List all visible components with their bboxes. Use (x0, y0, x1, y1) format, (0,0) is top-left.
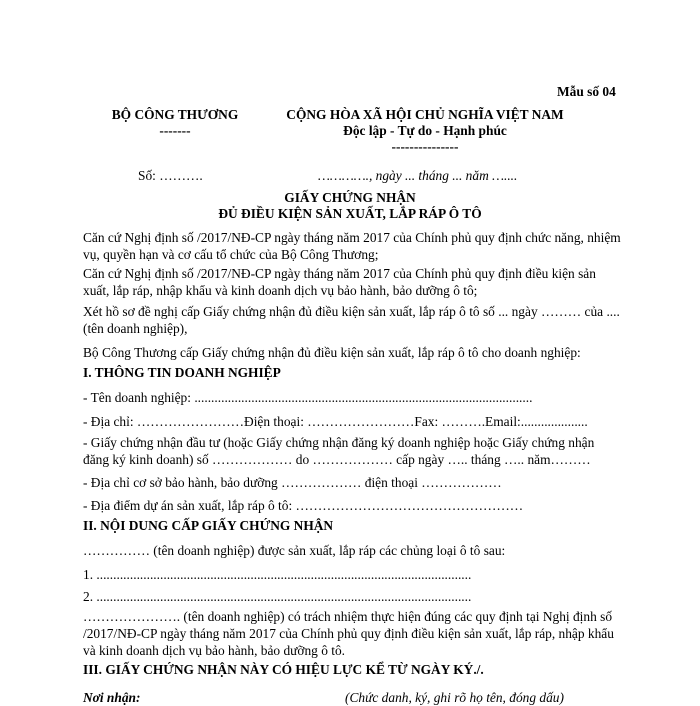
project-location-line: - Địa điểm dự án sản xuất, lắp ráp ô tô: …………………………………………… (83, 498, 524, 513)
document-date: …………., ngày ... tháng ... năm ….... (318, 168, 518, 183)
republic-rule: --------------- (391, 139, 459, 154)
preamble-paragraph: Bộ Công Thương cấp Giấy chứng nhận đủ điều kiện sản xuất, lắp ráp ô tô cho doanh nghiệp: (83, 345, 581, 360)
vehicle-item: 2. ................................................................................................................ (83, 589, 472, 604)
form-number: Mẫu số 04 (557, 84, 616, 99)
republic-name: CỘNG HÒA XÃ HỘI CHỦ NGHĨA VIỆT NAM (286, 107, 564, 122)
business-name-line: - Tên doanh nghiệp: ..................................................................................................... (83, 390, 533, 405)
section-heading: II. NỘI DUNG CẤP GIẤY CHỨNG NHẬN (83, 518, 334, 533)
investment-certificate-line: - Giấy chứng nhận đầu tư (hoặc Giấy chứng nhận đăng ký doanh nghiệp hoặc Giấy chứng nhận đăng ký kinh doanh) số ……………… do ……………… cấp ngày ….. tháng ….. năm……… (83, 435, 595, 467)
recipients-label: Nơi nhận: (83, 690, 141, 705)
section-heading: I. THÔNG TIN DOANH NGHIỆP (83, 365, 281, 380)
preamble-paragraph: Căn cứ Nghị định số /2017/NĐ-CP ngày tháng năm 2017 của Chính phủ quy định chức năng, nhiệm vụ, quyền hạn và cơ cấu tổ chức của Bộ Công Thương; (83, 230, 621, 262)
permission-line: …………… (tên doanh nghiệp) được sản xuất, lắp ráp các chủng loại ô tô sau: (83, 543, 506, 558)
warranty-facility-line: - Địa chỉ cơ sở bảo hành, bảo dưỡng ……………… điện thoại ……………… (83, 475, 502, 490)
section-heading: III. GIẤY CHỨNG NHẬN NÀY CÓ HIỆU LỰC KỂ TỪ NGÀY KÝ./. (83, 662, 484, 677)
signature-note: (Chức danh, ký, ghi rõ họ tên, đóng dấu) (345, 690, 564, 705)
ministry-name: BỘ CÔNG THƯƠNG (111, 107, 239, 122)
certificate-title: GIẤY CHỨNG NHẬN (284, 190, 416, 205)
republic-motto: Độc lập - Tự do - Hạnh phúc (343, 123, 507, 138)
ministry-rule: ------- (159, 123, 191, 138)
certificate-subtitle: ĐỦ ĐIỀU KIỆN SẢN XUẤT, LẮP RÁP Ô TÔ (218, 206, 482, 221)
responsibility-paragraph: …………………. (tên doanh nghiệp) có trách nhiệm thực hiện đúng các quy định tại Nghị định số /2017/NĐ-CP ngày tháng năm 2017 của Chính phủ quy định điều kiện sản xuất, lắp ráp, nhập khẩu và kinh doanh dịch vụ bảo hành, bảo dưỡng ô tô. (83, 609, 614, 658)
document-number: Số: ………. (138, 168, 203, 183)
vehicle-item: 1. ................................................................................................................ (83, 567, 472, 582)
preamble-paragraph: Căn cứ Nghị định số /2017/NĐ-CP ngày tháng năm 2017 của Chính phủ quy định điều kiện sản xuất, lắp ráp, nhập khẩu và kinh doanh dịch vụ bảo hành, bảo dưỡng ô tô; (83, 266, 596, 298)
preamble-paragraph: Xét hồ sơ đề nghị cấp Giấy chứng nhận đủ điều kiện sản xuất, lắp ráp ô tô số ... ngày ……… của .... (tên doanh nghiệp), (83, 304, 620, 336)
address-line: - Địa chỉ: ……………………Điện thoại: ……………………Fax: ……….Email:.................... (83, 414, 588, 429)
